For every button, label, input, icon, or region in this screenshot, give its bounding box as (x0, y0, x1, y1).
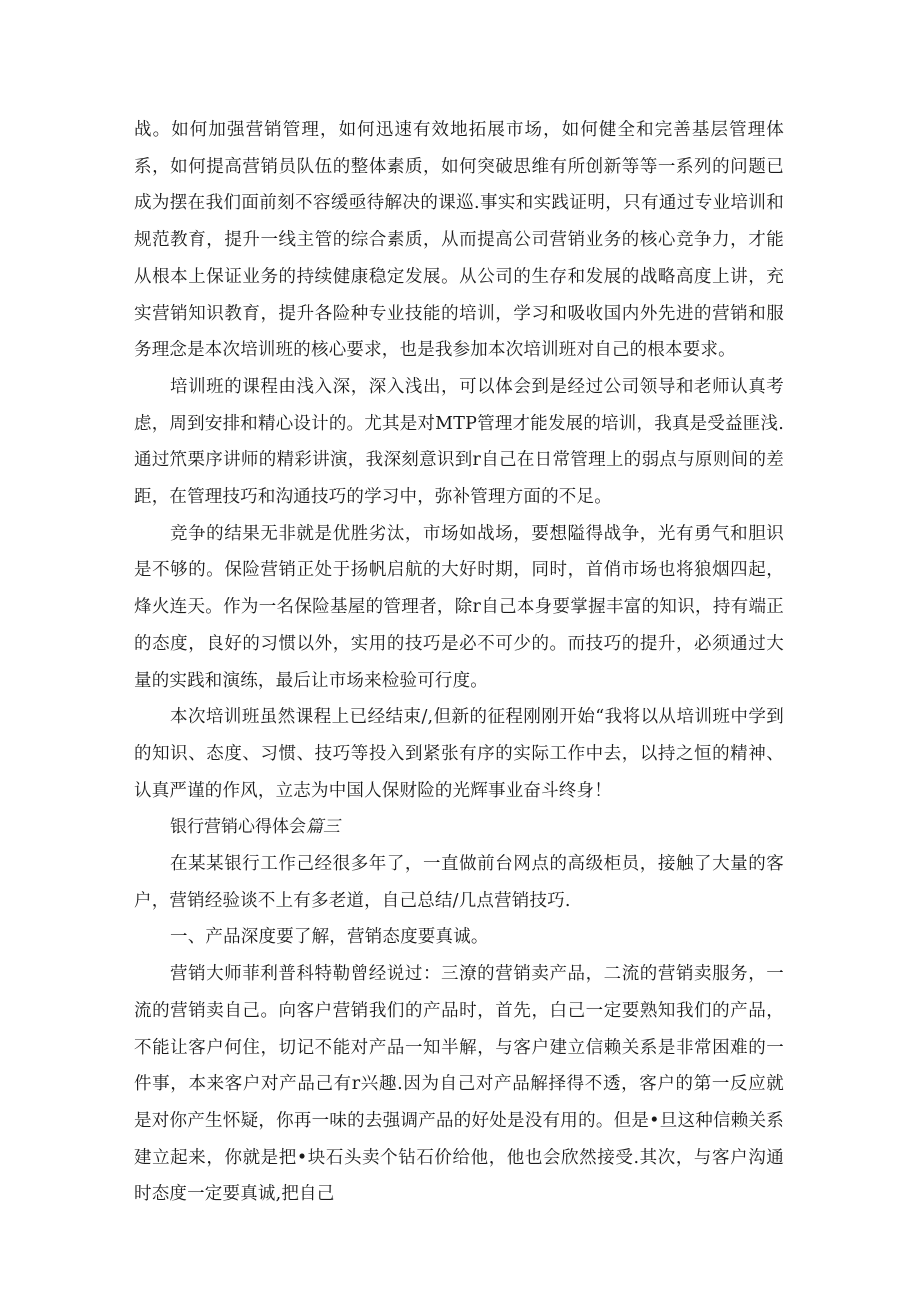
section-heading-title: 银行营销心得体会 (170, 817, 306, 838)
paragraph-4: 本次培训班虽然课程上已经结束/,但新的征程刚刚开始“我将以从培训班中学到的知识、态度、习惯、技巧等投入到紧张有序的实际工作中去，以持之恒的精神、认真严谨的作风，立志为中国人保财险的光辉事业奋斗终身！ (134, 707, 784, 801)
paragraph-1: 战。如何加强营销管理，如何迅速有效地拓展市场，如何健全和完善基层管理体系，如何提高营销员队伍的整体素质，如何突破思维有所创新等等一系列的问题已成为摆在我们面前刻不容缓亟待解决的课巡.事实和实践证明，只有通过专业培训和规范教育，提升一线主管的综合素质，从而提高公司营销业务的核心竞争力，才能从根本上保证业务的持续健康稳定发展。从公司的生存和发展的战略高度上讲，充实营销知识教育，提升各险种专业技能的培训，学习和吸收国内外先进的营销和服务理念是本次培训班的核心要求，也是我参加本次培训班对自己的根本要求。 (134, 120, 784, 361)
paragraph-3: 竞争的结果无非就是优胜劣汰，市场如战场，要想隘得战争，光有勇气和胆识是不够的。保险营销正处于扬帆启航的大好时期，同时，首俏市场也将狼烟四起，烽火连天。作为一名保险基屋的管理者，除r自己本身要掌握丰富的知识，持有端正的态度，良好的习惯以外，实用的技巧是必不可少的。而技巧的提升，必须通过大量的实践和演练，最后让市场来检验可行度。 (134, 523, 784, 691)
section-heading-suffix: 篇三 (306, 817, 340, 838)
paragraph-7: 营销大师菲利普科特勒曾经说过：三潦的营销卖产品，二流的营销卖服务，一流的营销卖自己。向客户营销我们的产品时，首先，白己一定要熟知我们的产品，不能让客户何住，切记不能对产品一知半解，与客户建立信赖关系是非常困难的一件事，本来客户对产品己有r兴趣.因为自己对产品解择得不透，客户的第一反应就是对你产生怀疑，你再一味的去强调产品的好处是没有用的。但是•旦这种信赖关系建立起来，你就是把•块石头卖个钻石价给他，他也会欣然接受.其次，与客户沟通时态度一定要真诚,把自己 (134, 964, 784, 1205)
document-body (134, 112, 784, 1213)
section-heading (134, 809, 784, 846)
paragraph-2: 培训班的课程由浅入深，深入浅出，可以体会到是经过公司领导和老师认真考虑，周到安排和精心设计的。尤其是对MTP管理才能发展的培训，我真是受益匪浅.通过笊栗序讲师的精彩讲演，我深刻意识到r自己在日常管理上的弱点与原则间的差距，在管理技巧和沟通技巧的学习中，弥补管理方面的不足。 (134, 376, 784, 508)
paragraph-5: 在某某银行工作己经很多年了，一直做前台网点的高级柜员，接触了大量的客户，营销经验谈不上有多老道，自己总结/几点营销技巧. (134, 854, 784, 911)
paragraph-6: 一、产品深度要了解，营销态度要真诚。 (170, 927, 489, 948)
